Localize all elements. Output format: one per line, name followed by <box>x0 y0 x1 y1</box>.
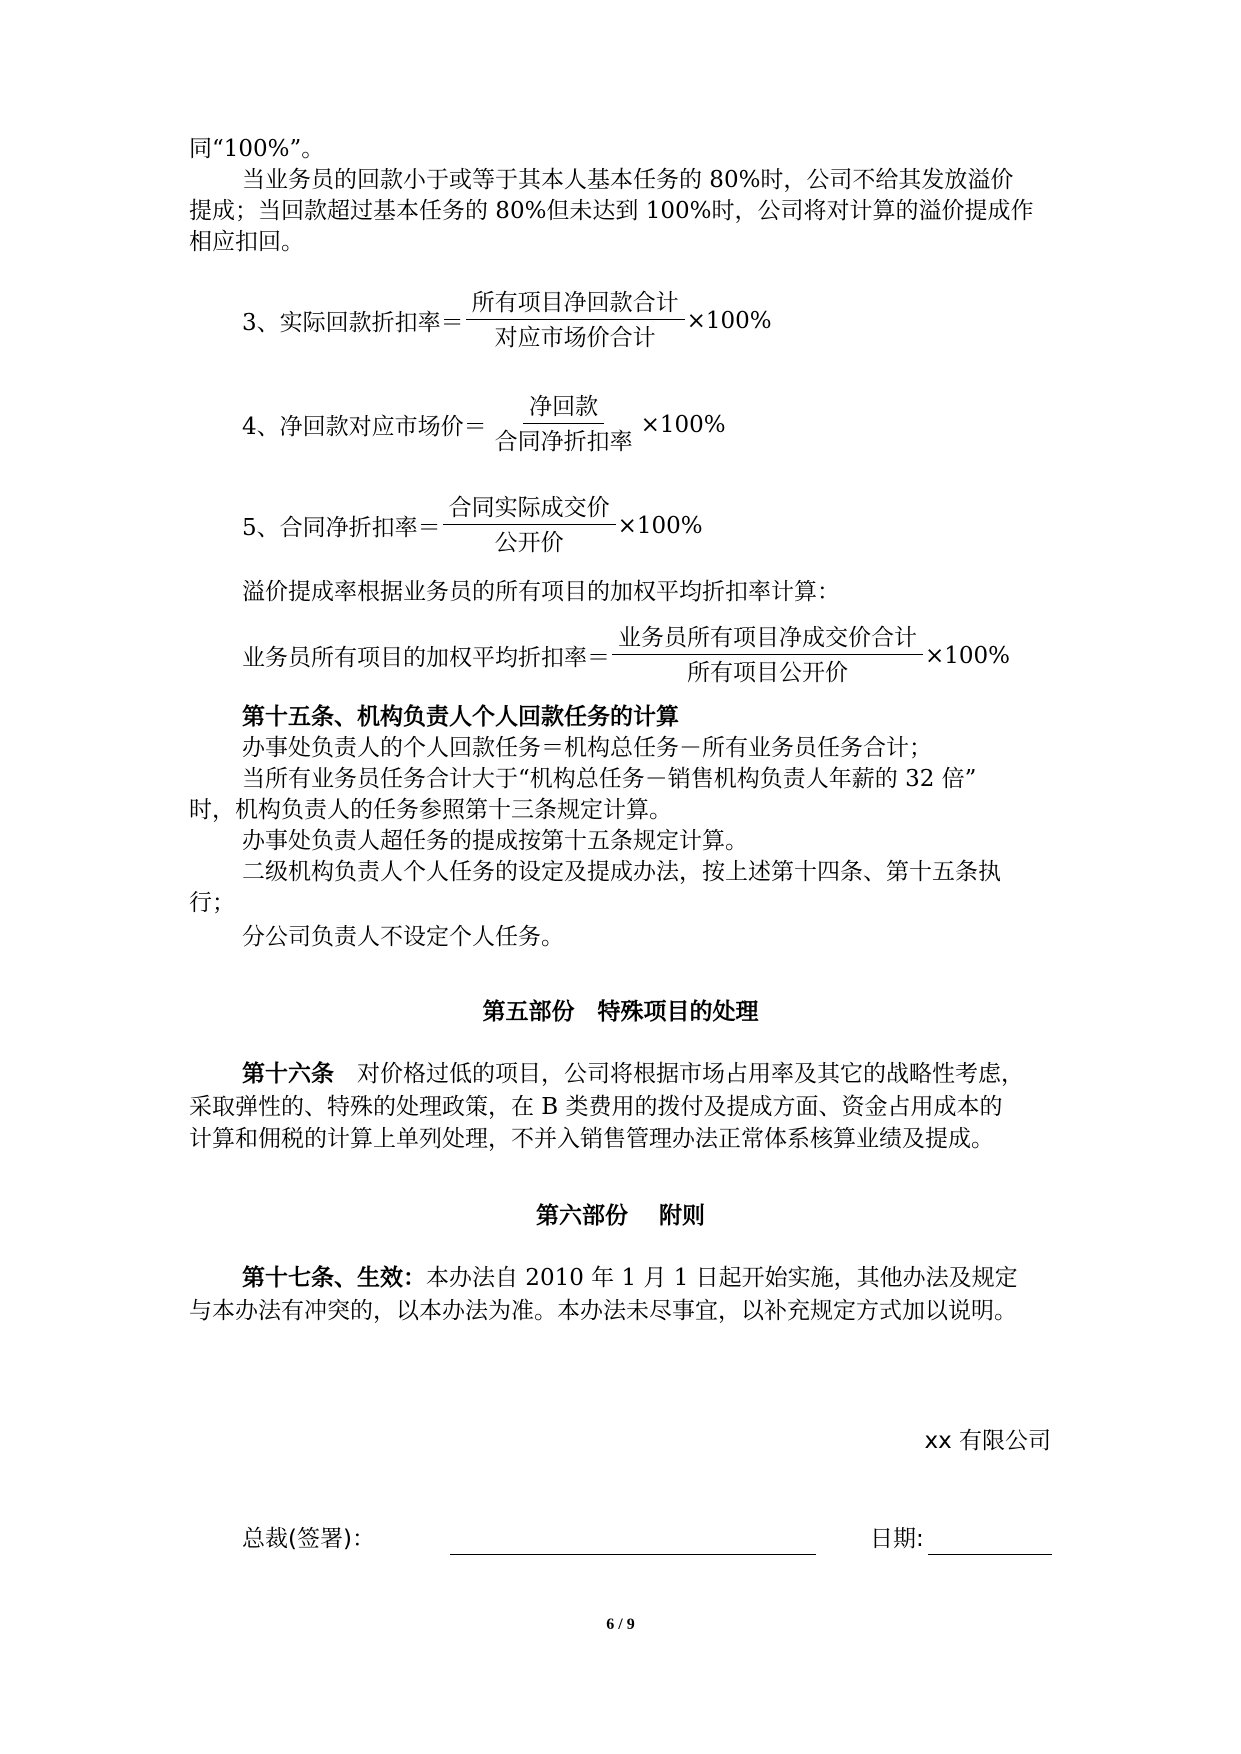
para-line: 溢价提成率根据业务员的所有项目的加权平均折扣率计算： <box>242 579 840 605</box>
fraction-numerator: 所有项目净回款合计 <box>466 289 685 320</box>
fraction <box>489 393 639 456</box>
article-17-title: 第十七条、生效： <box>242 1264 426 1291</box>
para-line: 二级机构负责人个人任务的设定及提成办法，按上述第十四条、第十五条执 <box>242 859 1001 885</box>
fraction <box>443 494 616 557</box>
part-6-heading: 第六部份 附则 <box>535 1202 705 1229</box>
para-line: 相应扣回。 <box>189 229 304 255</box>
para-line: 办事处负责人超任务的提成按第十五条规定计算。 <box>242 828 748 854</box>
formula-suffix: ×100% <box>925 642 1011 669</box>
article-16-title: 第十六条 <box>242 1060 334 1087</box>
part-5-heading: 第五部份 特殊项目的处理 <box>482 998 759 1025</box>
para-line: 提成；当回款超过基本任务的 80%但未达到 100%时，公司将对计算的溢价提成作 <box>189 198 1034 224</box>
formula-label: 3、实际回款折扣率＝ <box>242 310 464 336</box>
formula-actual-discount-rate <box>242 289 772 352</box>
para-line: 同“100%”。 <box>189 136 325 162</box>
article-16-line <box>242 1059 1024 1089</box>
fraction-denominator: 所有项目公开价 <box>687 660 848 686</box>
article-17-text: 本办法自 2010 年 1 月 1 日起开始实施，其他办法及规定 <box>426 1265 1018 1291</box>
para-line: 分公司负责人不设定个人任务。 <box>242 924 564 950</box>
date-line <box>928 1554 1052 1555</box>
company-name: xx 有限公司 <box>924 1428 1051 1454</box>
formula-contract-net-discount-rate <box>242 494 703 557</box>
article-17-line <box>242 1263 1018 1293</box>
date-label: 日期: <box>870 1526 924 1552</box>
president-signature-line <box>450 1554 816 1555</box>
para-line: 行； <box>189 890 235 916</box>
fraction-denominator: 公开价 <box>494 530 564 556</box>
article-15-title: 第十五条、机构负责人个人回款任务的计算 <box>242 703 679 730</box>
page-number: 6 / 9 <box>606 1616 635 1633</box>
formula-weighted-average-discount-rate <box>242 624 1010 687</box>
formula-suffix: ×100% <box>640 411 726 438</box>
fraction-denominator: 对应市场价合计 <box>494 325 656 351</box>
para-line: 采取弹性的、特殊的处理政策，在 B 类费用的拨付及提成方面、资金占用成本的 <box>189 1094 1003 1120</box>
fraction-denominator: 合同净折扣率 <box>494 429 633 455</box>
article-16-text: 对价格过低的项目，公司将根据市场占用率及其它的战略性考虑， <box>334 1061 1024 1087</box>
fraction <box>466 289 685 352</box>
para-line: 时，机构负责人的任务参照第十三条规定计算。 <box>189 797 672 823</box>
formula-label: 5、合同净折扣率＝ <box>242 515 441 541</box>
fraction-numerator: 净回款 <box>523 393 604 424</box>
para-line: 当业务员的回款小于或等于其本人基本任务的 80%时，公司不给其发放溢价 <box>242 167 1014 193</box>
para-line: 办事处负责人的个人回款任务＝机构总任务－所有业务员任务合计； <box>242 735 932 761</box>
formula-label: 4、净回款对应市场价＝ <box>242 414 487 440</box>
formula-suffix: ×100% <box>617 512 703 539</box>
formula-net-payment-market-price <box>242 393 726 456</box>
para-line: 计算和佣税的计算上单列处理，不并入销售管理办法正常体系核算业绩及提成。 <box>189 1126 994 1152</box>
formula-suffix: ×100% <box>686 307 772 334</box>
fraction-numerator: 合同实际成交价 <box>443 494 616 525</box>
formula-label: 业务员所有项目的加权平均折扣率＝ <box>242 645 610 671</box>
para-line: 当所有业务员任务合计大于“机构总任务－销售机构负责人年薪的 32 倍” <box>242 766 977 792</box>
fraction-numerator: 业务员所有项目净成交价合计 <box>612 624 923 655</box>
president-signature-label: 总裁(签署)： <box>242 1526 375 1552</box>
para-line: 与本办法有冲突的，以本办法为准。本办法未尽事宜，以补充规定方式加以说明。 <box>189 1298 1017 1324</box>
fraction <box>612 624 923 687</box>
